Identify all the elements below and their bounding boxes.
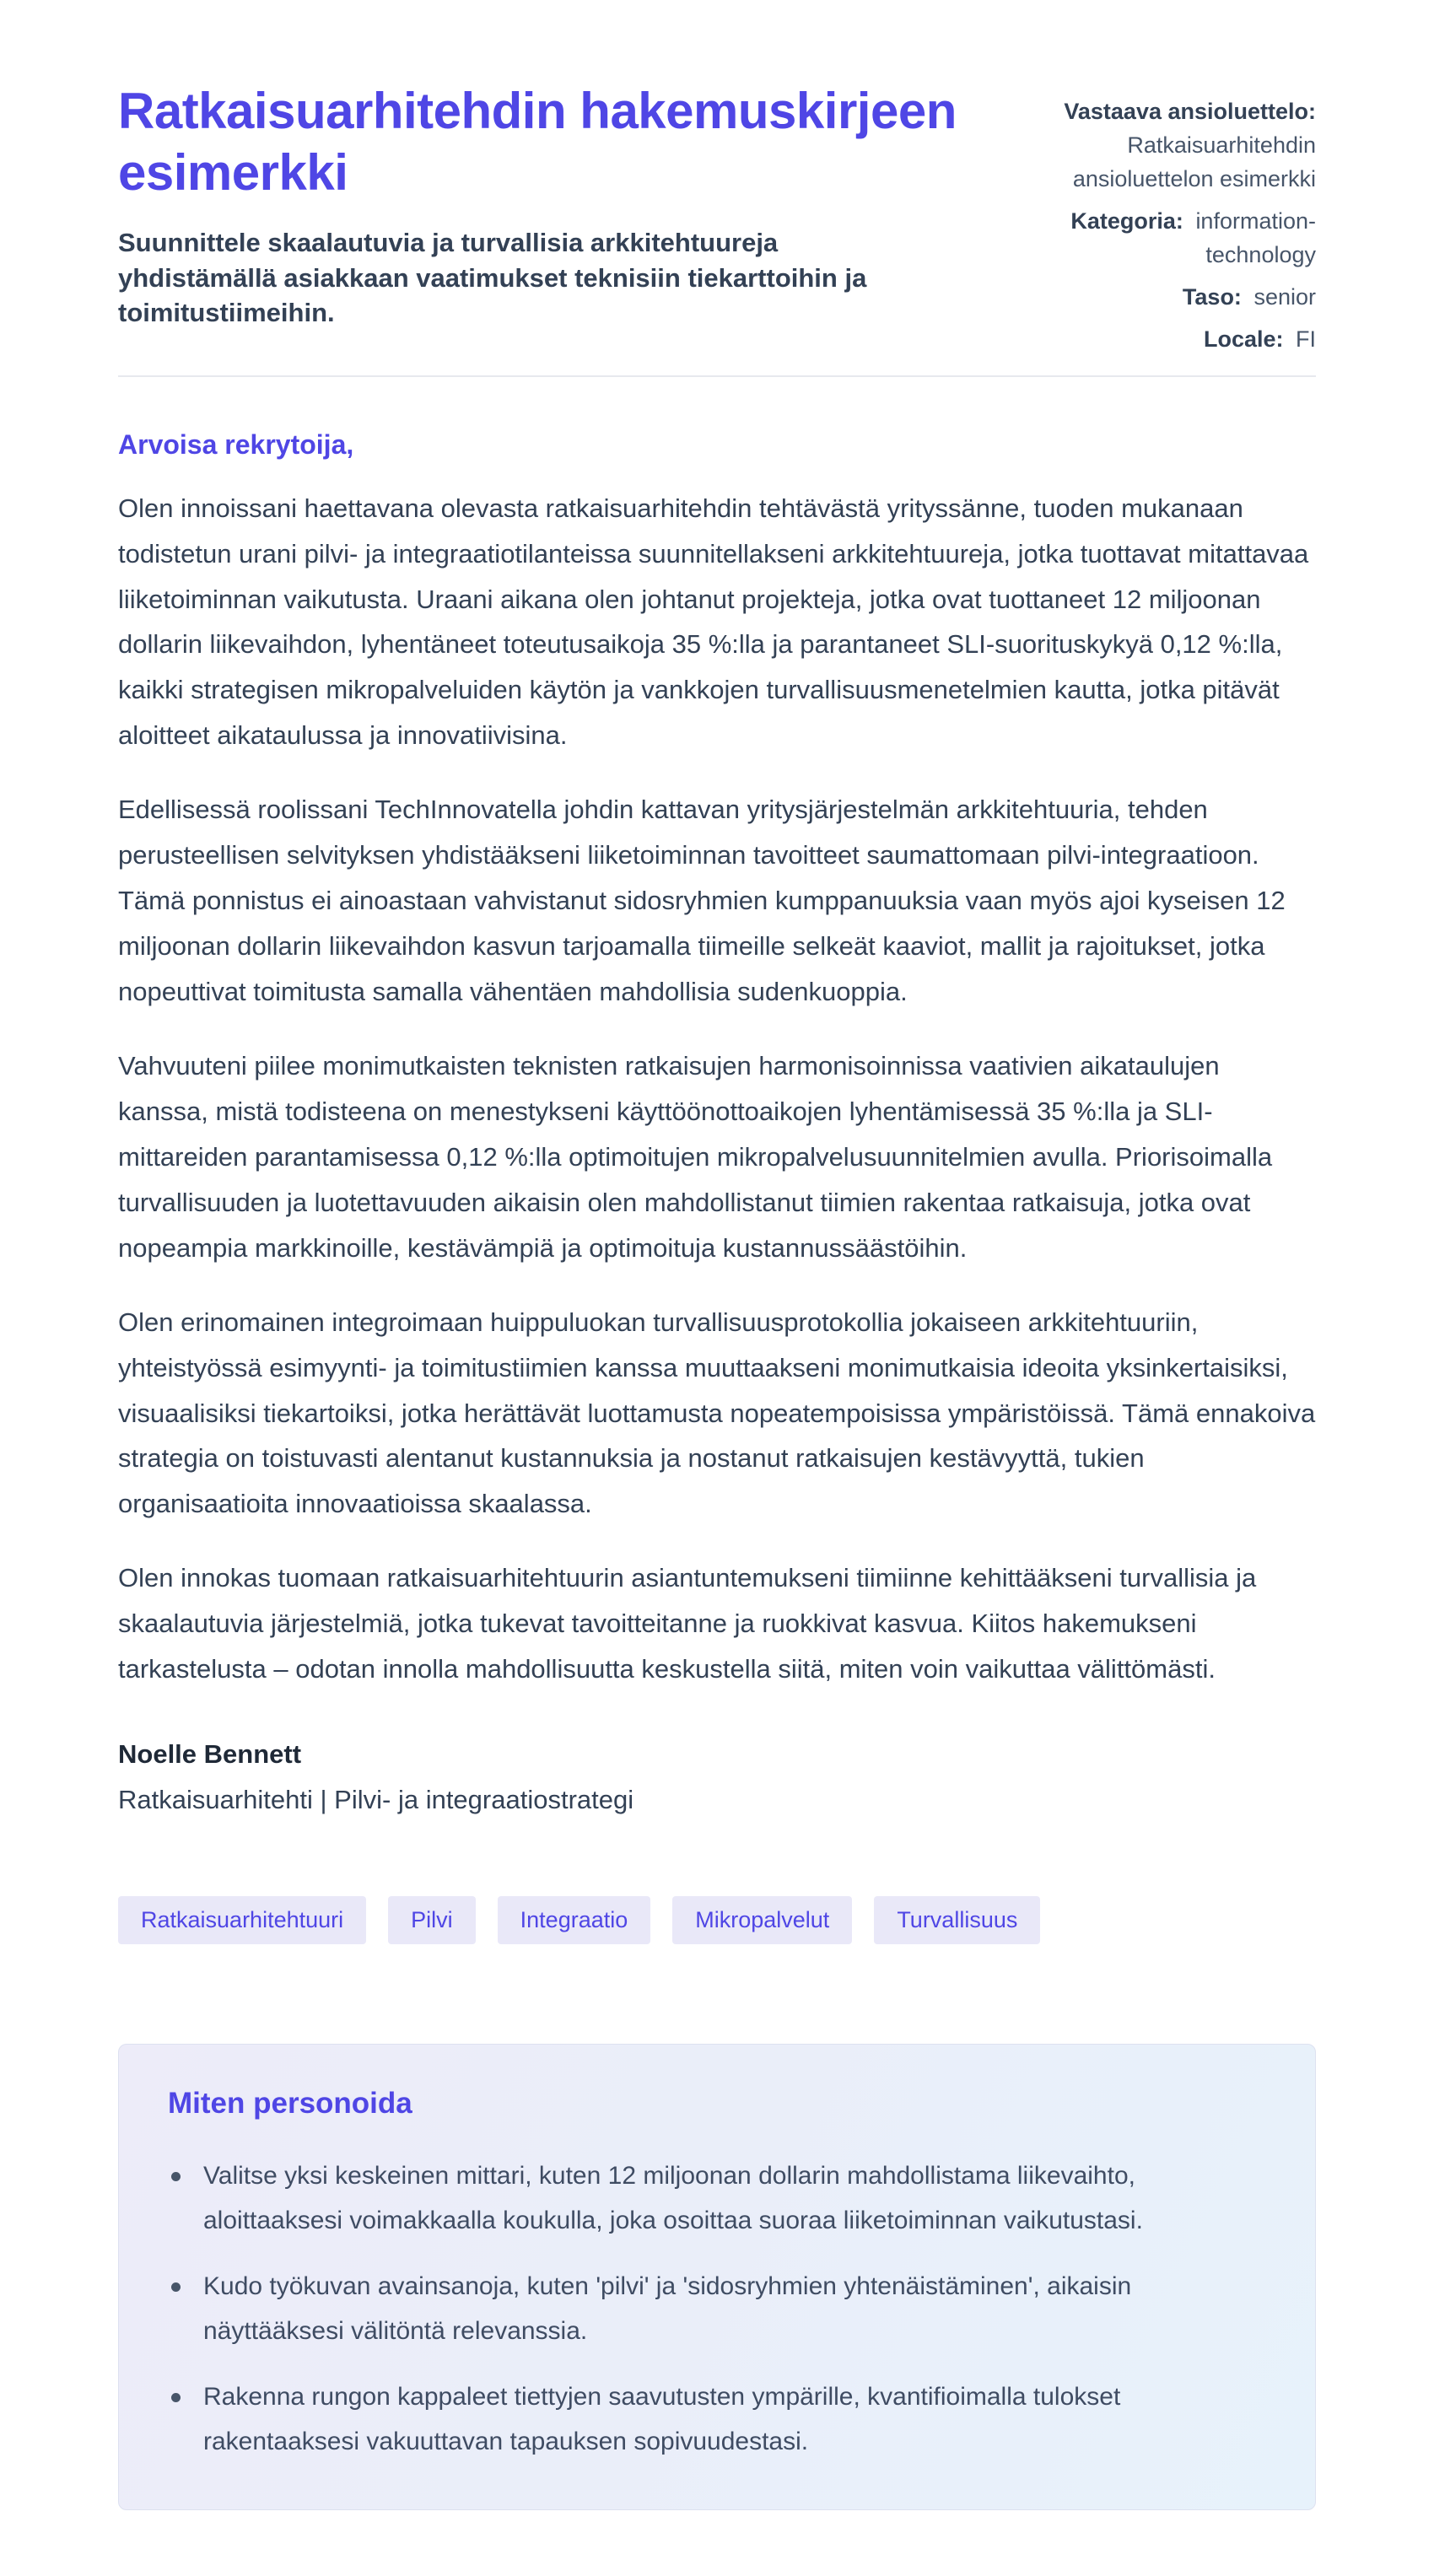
meta-row-category (1029, 205, 1316, 272)
letter-paragraph: Edellisessä roolissani TechInnovatella johdin kattavan yritysjärjestelmän arkkitehtuuria, tehden perusteellisen selvityksen yhdistääkseni liiketoiminnan tavoitteet saumattomaan pilvi-integraatioon. Tämä ponnistus ei ainoastaan vahvistanut sidosryhmien kumppanuuksia vaan myös ajoi kyseisen 12 miljoonan dollarin liikevaihdon kasvun tarjoamalla tiimeille selkeät kaaviot, mallit ja rajoitukset, jotka nopeuttivat toimitusta samalla vähentäen mahdollisia sudenkuoppia. (118, 795, 1286, 1007)
meta-label: Vastaava ansioluettelo: (1064, 99, 1316, 124)
meta-row-matching-resume (1029, 95, 1316, 197)
tag-chip-integration[interactable]: Integraatio (498, 1896, 651, 1944)
meta-panel (1029, 80, 1316, 365)
letter-paragraph: Olen erinomainen integroimaan huippuluokan turvallisuusprotokollia jokaiseen arkkitehtuuriin, yhteistyössä esimyynti- ja toimitustiimien kanssa muuttaakseni monimutkaisia ideoita yksinkertaisiksi, visuaalisiksi tiekartoiksi, jotka herättävät luottamusta nopeatempoisissa ympäristöissä. Tämä ennakoiva strategia on toistuvasti alentanut kustannuksia ja nostanut ratkaisujen kestävyyttä, tukien organisaatioita innovaatioissa skaalassa. (118, 1307, 1316, 1519)
meta-label: Locale: (1203, 326, 1284, 352)
tips-list (168, 2154, 1266, 2464)
letter-greeting: Arvoisa rekrytoija, (118, 428, 354, 460)
tag-chip-security[interactable]: Turvallisuus (874, 1896, 1040, 1944)
header (118, 80, 1316, 365)
content-container (118, 0, 1316, 2510)
meta-value: Ratkaisuarhitehdin ansioluettelon esimerkki (1072, 132, 1316, 191)
letter-paragraph: Olen innoissani haettavana olevasta ratkaisuarhitehdin tehtävästä yrityssänne, tuoden mukanaan todistetun urani pilvi- ja integraatiotilanteissa suunnitellakseni arkkitehtuureja, jotka tuottavat mitattavaa liiketoiminnan vaikutusta. Uraani aikana olen johtanut projekteja, jotka ovat tuottaneet 12 miljoonan dollarin liikevaihdon, lyhentäneet toteutusaikoja 35 %:lla ja parantaneet SLI-suorituskykyä 0,12 %:lla, kaikki strategisen mikropalveluiden käytön ja vankkojen turvallisuusmenetelmien kautta, jotka pitävät aloitteet aikataulussa ja innovatiivisina. (118, 493, 1309, 751)
meta-label: Taso: (1182, 283, 1242, 310)
tag-chip-cloud[interactable]: Pilvi (388, 1896, 476, 1944)
header-title-block (118, 80, 1012, 365)
bullet-item: Kudo työkuvan avainsanoja, kuten 'pilvi' ja 'sidosryhmien yhtenäistäminen', aikaisin näyttääksesi välitöntä relevanssia. (168, 2265, 1266, 2353)
bullet-item: Valitse yksi keskeinen mittari, kuten 12 miljoonan dollarin mahdollistama liikevaihto, aloittaaksesi voimakkaalla koukulla, joka osoittaa suoraa liiketoiminnan vaikutustasi. (168, 2154, 1266, 2243)
tag-list (118, 1896, 1316, 1944)
meta-value: information-technology (1195, 207, 1316, 267)
page-subtitle: Suunnittele skaalautuvia ja turvallisia arkkitehtuureja yhdistämällä asiakkaan vaatimukset teknisiin tiekarttoihin ja toimitustiimeihin. (118, 228, 867, 327)
bullet-item: Rakenna rungon kappaleet tiettyjen saavutusten ympärille, kvantifioimalla tulokset rakentaaksesi vakuuttavan tapauksen sopivuudestasi. (168, 2375, 1266, 2464)
signature-name: Noelle Bennett (118, 1739, 302, 1770)
tag-chip-microservices[interactable]: Mikropalvelut (672, 1896, 852, 1944)
meta-row-locale (1029, 323, 1316, 357)
signature-role: Ratkaisuarhitehti | Pilvi- ja integraatiostrategi (118, 1785, 634, 1815)
meta-label: Kategoria: (1070, 207, 1183, 234)
tag-chip-solution-architecture[interactable]: Ratkaisuarhitehtuuri (118, 1896, 366, 1944)
letter-paragraph: Vahvuuteni piilee monimutkaisten teknisten ratkaisujen harmonisoinnissa vaativien aikataulujen kanssa, mistä todisteena on menestykseni käyttöönottoaikojen lyhentämisessä 35 %:lla ja SLI-mittareiden parantamisessa 0,12 %:lla optimoitujen mikropalvelusuunnitelmien avulla. Priorisoimalla turvallisuuden ja luotettavuuden aikaisin olen mahdollistanut tiimien rakentaa ratkaisuja, jotka ovat nopeampia markkinoille, kestävämpiä ja optimoituja kustannussäästöihin. (118, 1050, 1273, 1263)
tips-card (118, 2044, 1316, 2510)
meta-value: senior (1253, 283, 1316, 310)
header-divider (118, 375, 1316, 377)
tips-heading: Miten personoida (168, 2087, 412, 2121)
meta-value: FI (1296, 326, 1316, 352)
meta-row-level (1029, 281, 1316, 315)
letter-paragraph: Olen innokas tuomaan ratkaisuarhitehtuurin asiantuntemukseni tiimiinne kehittääkseni turvallisia ja skaalautuvia järjestelmiä, jotka tukevat tavoitteitanne ja ruokkivat kasvua. Kiitos hakemukseni tarkastelusta – odotan innolla mahdollisuutta keskustella siitä, miten voin vaikuttaa välittömästi. (118, 1563, 1257, 1684)
page-title: Ratkaisuarhitehdin hakemuskirjeen esimerkki (118, 83, 957, 202)
